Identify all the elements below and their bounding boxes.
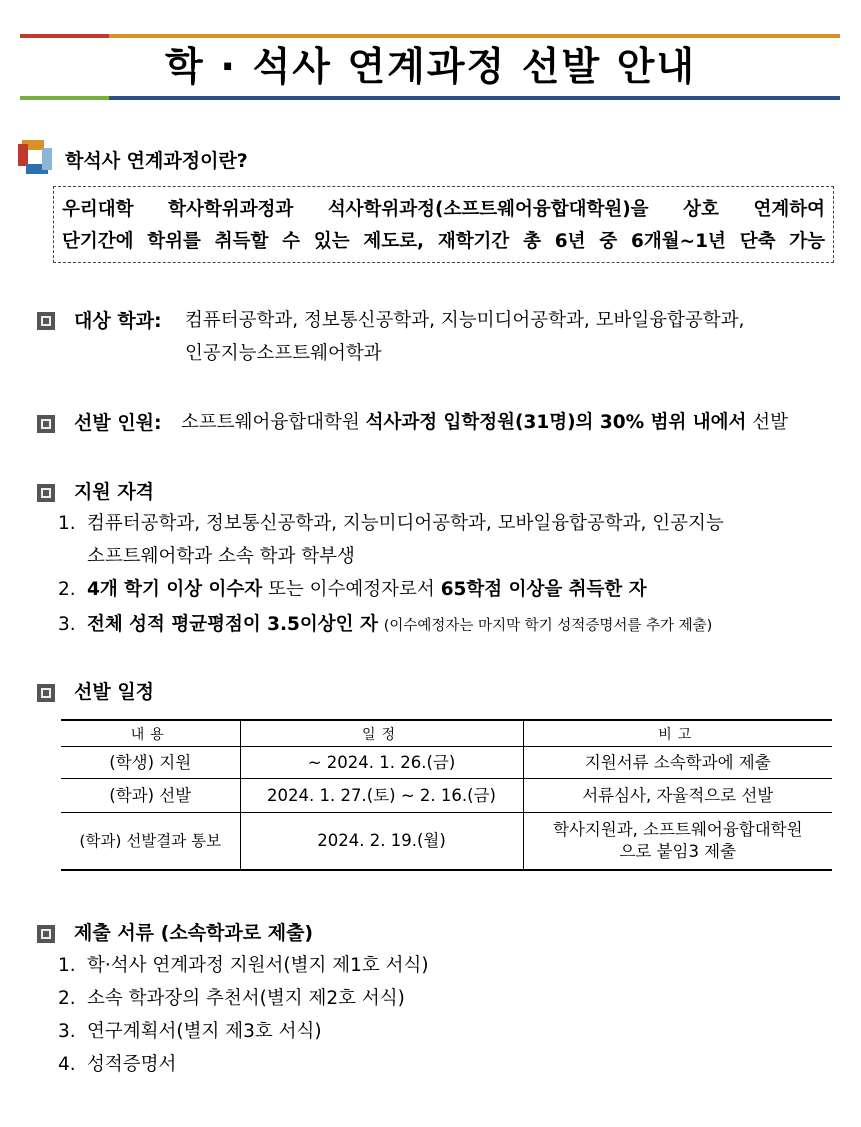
square-bullet-icon [37, 415, 55, 433]
documents-num-2: 2. [58, 988, 76, 1009]
square-bullet-icon [37, 925, 55, 943]
table-row [61, 779, 832, 813]
schedule-table [61, 719, 832, 871]
eligibility-item-2-bold-2: 65학점 이상을 취득한 자 [440, 579, 647, 600]
schedule-cell-note: 서류심사, 자율적으로 선발 [523, 779, 832, 813]
documents-item-2: 소속 학과장의 추천서(별지 제2호 서식) [87, 988, 405, 1009]
schedule-heading: 선발 일정 [74, 681, 155, 703]
eligibility-heading: 지원 자격 [74, 481, 155, 503]
colored-square-logo-icon [16, 138, 54, 176]
eligibility-item-2-bold-1: 4개 학기 이상 이수자 [87, 579, 263, 600]
documents-item-1: 학·석사 연계과정 지원서(별지 제1호 서식) [87, 955, 429, 976]
documents-item-3: 연구계획서(별지 제3호 서식) [87, 1021, 322, 1042]
schedule-col-content: 내용 [61, 720, 240, 747]
documents-heading: 제출 서류 (소속학과로 제출) [74, 922, 314, 944]
eligibility-item-3 [87, 611, 712, 640]
target-line-2: 인공지능소프트웨어학과 [185, 343, 382, 364]
documents-num-3: 3. [58, 1021, 76, 1042]
page-title: 학 · 석사 연계과정 선발 안내 [164, 45, 697, 90]
eligibility-item-1-line-1: 컴퓨터공학과, 정보통신공학과, 지능미디어공학과, 모바일융합공학과, 인공지능 [87, 513, 724, 534]
schedule-col-date: 일정 [240, 720, 523, 747]
quota-text [181, 409, 788, 437]
header-top-bar-right [109, 34, 840, 38]
documents-num-1: 1. [58, 955, 76, 976]
schedule-cell-date: ~ 2024. 1. 26.(금) [240, 747, 523, 779]
eligibility-item-2 [87, 576, 647, 604]
square-bullet-icon [37, 484, 55, 502]
schedule-cell-content: (학과) 선발 [61, 779, 240, 813]
eligibility-item-3-bold: 전체 성적 평균평점이 3.5이상인 자 [87, 614, 378, 635]
target-label: 대상 학과: [74, 310, 162, 332]
quota-pre: 소프트웨어융합대학원 [181, 412, 360, 433]
eligibility-num-1: 1. [58, 513, 76, 534]
header-bottom-bar-left [20, 96, 109, 100]
quota-post: 선발 [752, 412, 789, 433]
schedule-col-note: 비고 [523, 720, 832, 747]
eligibility-num-3: 3. [58, 614, 76, 635]
schedule-cell-note: 학사지원과, 소프트웨어융합대학원으로 붙임3 제출 [523, 813, 832, 870]
schedule-header-row [61, 720, 832, 747]
schedule-cell-content: (학과) 선발결과 통보 [61, 813, 240, 870]
square-bullet-icon [37, 684, 55, 702]
quota-label: 선발 인원: [74, 412, 162, 434]
target-line-1: 컴퓨터공학과, 정보통신공학과, 지능미디어공학과, 모바일융합공학과, [185, 310, 745, 331]
eligibility-num-2: 2. [58, 579, 76, 600]
schedule-cell-content: (학생) 지원 [61, 747, 240, 779]
definition-line-2: 단기간에 학위를 취득할 수 있는 제도로, 재학기간 총 6년 중 6개월~1년 단축 가능 [62, 231, 825, 252]
table-row [61, 813, 832, 870]
schedule-cell-date: 2024. 2. 19.(월) [240, 813, 523, 870]
schedule-cell-date: 2024. 1. 27.(토) ~ 2. 16.(금) [240, 779, 523, 813]
quota-bold: 석사과정 입학정원(31명)의 30% 범위 내에서 [365, 412, 747, 433]
definition-heading: 학석사 연계과정이란? [65, 150, 248, 172]
schedule-cell-note: 지원서류 소속학과에 제출 [523, 747, 832, 779]
eligibility-item-3-note: (이수예정자는 마지막 학기 성적증명서를 추가 제출) [383, 618, 713, 634]
table-row [61, 747, 832, 779]
definition-box [53, 186, 834, 263]
eligibility-item-2-mid: 또는 이수예정자로서 [268, 579, 435, 600]
documents-num-4: 4. [58, 1054, 76, 1075]
definition-line-1: 우리대학 학사학위과정과 석사학위과정(소프트웨어융합대학원)을 상호 연계하여 [62, 199, 825, 220]
eligibility-item-1-line-2: 소프트웨어학과 소속 학과 학부생 [87, 546, 355, 567]
square-bullet-icon [37, 312, 55, 330]
header-top-bar-left [20, 34, 109, 38]
documents-item-4: 성적증명서 [87, 1054, 177, 1075]
header-bottom-bar-right [109, 96, 840, 100]
